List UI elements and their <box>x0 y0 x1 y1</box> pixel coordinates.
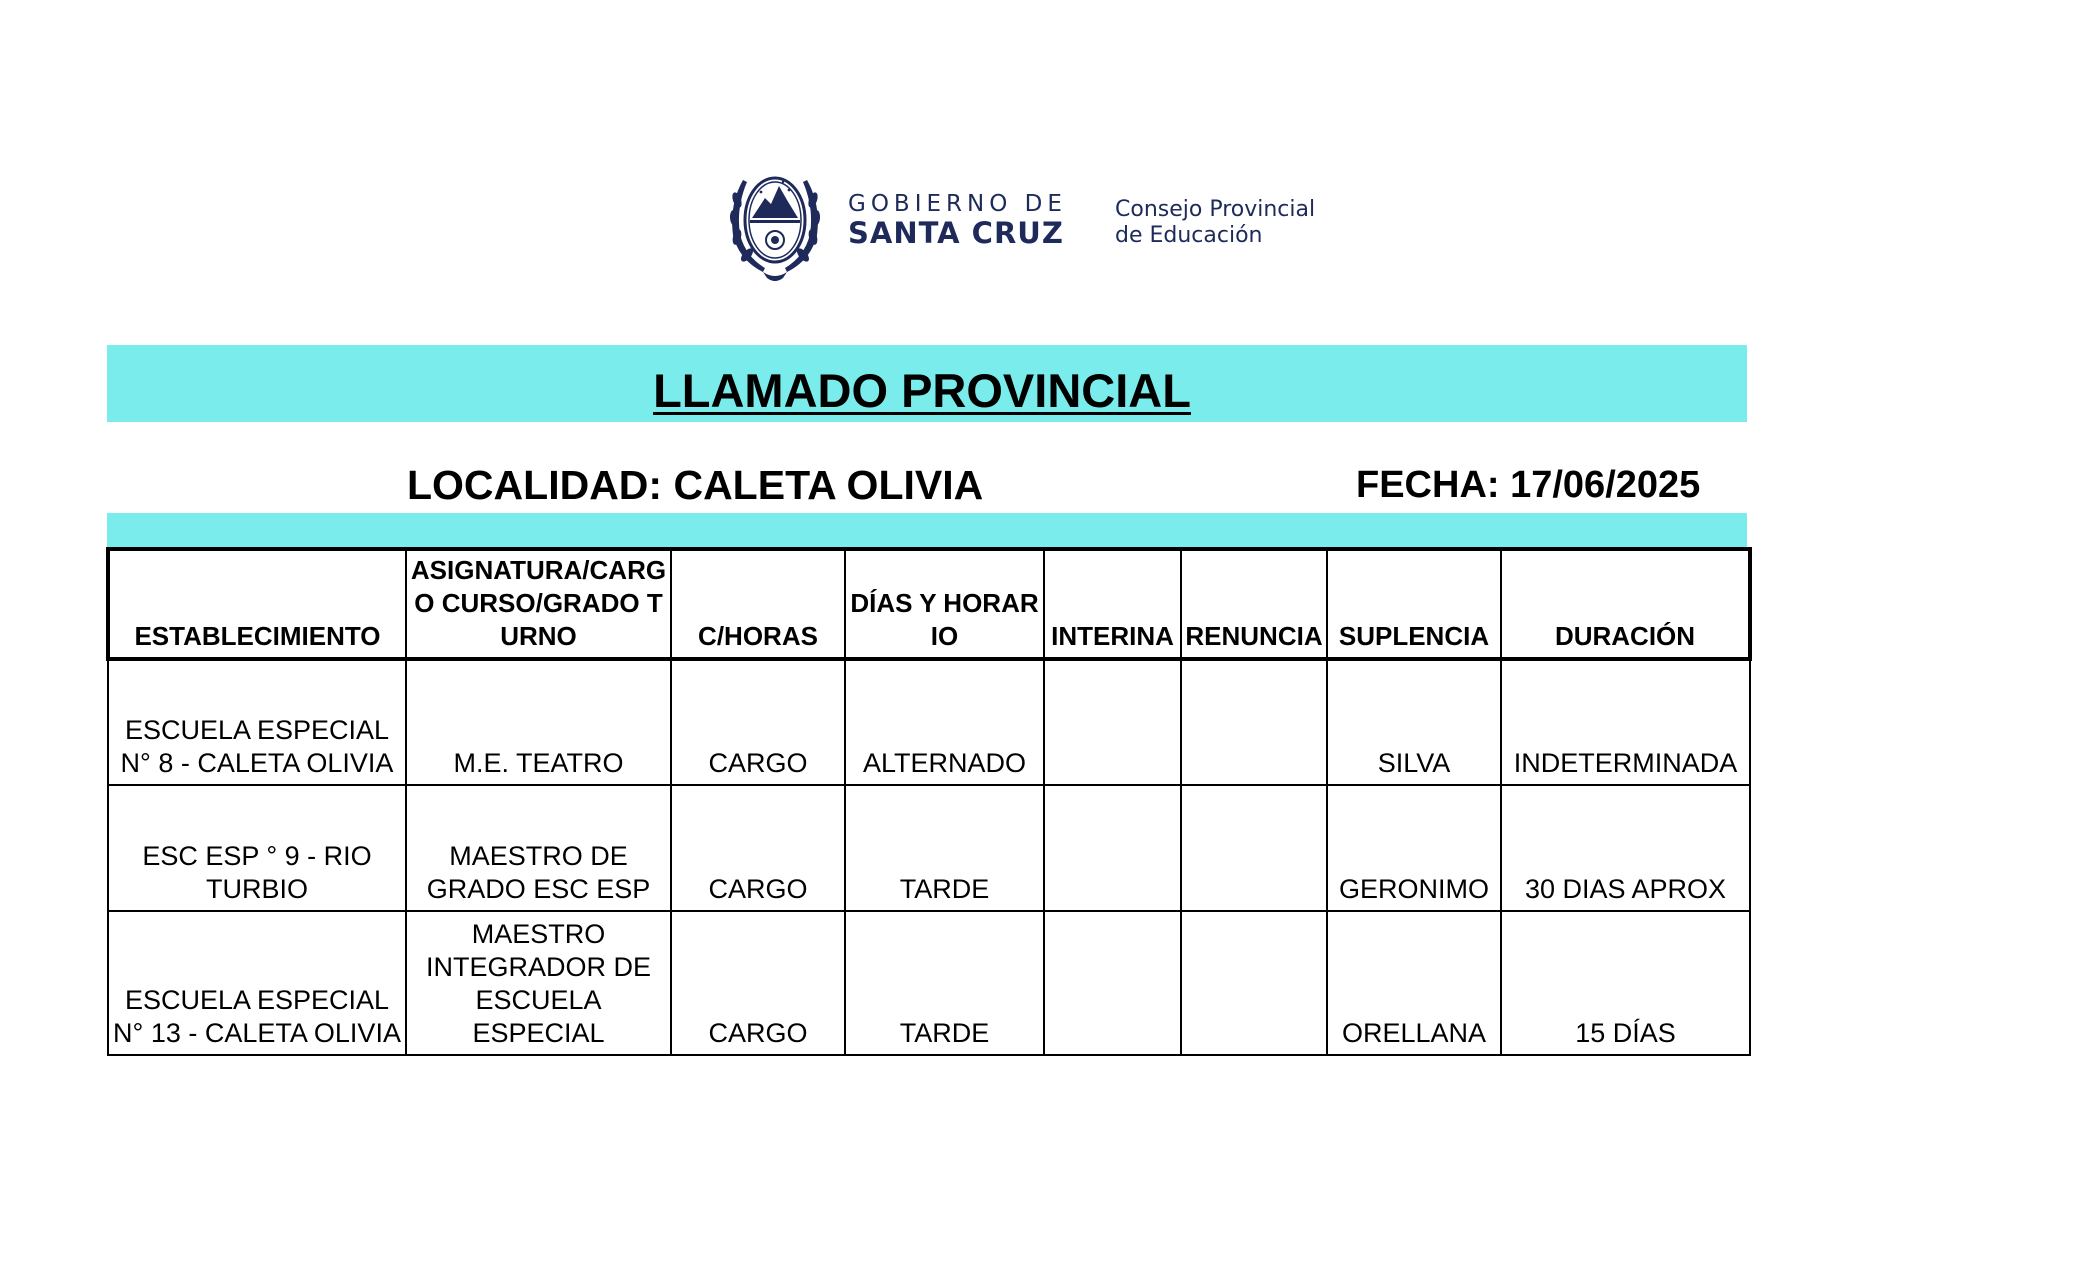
cell-horas: CARGO <box>671 911 845 1055</box>
council-line-1: Consejo Provincial <box>1115 197 1316 222</box>
header-suplencia: SUPLENCIA <box>1327 549 1501 659</box>
cell-establecimiento: ESCUELA ESPECIAL N° 13 - CALETA OLIVIA <box>108 911 406 1055</box>
positions-table <box>106 547 1752 1056</box>
cell-interina <box>1044 659 1181 785</box>
header-interina: INTERINA <box>1044 549 1181 659</box>
table-row <box>108 785 1750 911</box>
fecha-label: FECHA: 17/06/2025 <box>1356 464 1701 506</box>
table-row <box>108 659 1750 785</box>
cell-renuncia <box>1181 911 1327 1055</box>
government-label: GOBIERNO DE <box>848 191 1067 217</box>
header-asignatura: ASIGNATURA/CARGO CURSO/GRADO TURNO <box>406 549 671 659</box>
cell-establecimiento: ESC ESP ° 9 - RIO TURBIO <box>108 785 406 911</box>
cell-duracion: 30 DIAS APROX <box>1501 785 1750 911</box>
header-establecimiento: ESTABLECIMIENTO <box>108 549 406 659</box>
header-horario: DÍAS Y HORARIO <box>845 549 1044 659</box>
cell-suplencia: SILVA <box>1327 659 1501 785</box>
cell-renuncia <box>1181 659 1327 785</box>
coat-of-arms-icon <box>725 160 825 285</box>
cell-suplencia: ORELLANA <box>1327 911 1501 1055</box>
header-duracion: DURACIÓN <box>1501 549 1750 659</box>
council-line-2: de Educación <box>1115 223 1263 248</box>
table-row <box>108 911 1750 1055</box>
header-logo <box>725 155 1345 290</box>
cell-horas: CARGO <box>671 785 845 911</box>
council-name <box>1115 197 1315 249</box>
cell-asignatura: M.E. TEATRO <box>406 659 671 785</box>
cell-horas: CARGO <box>671 659 845 785</box>
cell-horario: TARDE <box>845 911 1044 1055</box>
cell-duracion: INDETERMINADA <box>1501 659 1750 785</box>
separator-band <box>107 513 1747 547</box>
page-title: LLAMADO PROVINCIAL <box>653 364 1191 417</box>
header-renuncia: RENUNCIA <box>1181 549 1327 659</box>
cell-suplencia: GERONIMO <box>1327 785 1501 911</box>
cell-interina <box>1044 785 1181 911</box>
cell-duracion: 15 DÍAS <box>1501 911 1750 1055</box>
province-name: SANTA CRUZ <box>848 216 1064 250</box>
localidad-label: LOCALIDAD: CALETA OLIVIA <box>407 462 984 508</box>
header-horas: C/HORAS <box>671 549 845 659</box>
government-name <box>848 191 1067 249</box>
cell-interina <box>1044 911 1181 1055</box>
table-header-row <box>108 549 1750 659</box>
cell-asignatura: MAESTRO DE GRADO ESC ESP <box>406 785 671 911</box>
cell-asignatura: MAESTRO INTEGRADOR DE ESCUELA ESPECIAL <box>406 911 671 1055</box>
cell-horario: ALTERNADO <box>845 659 1044 785</box>
cell-establecimiento: ESCUELA ESPECIAL N° 8 - CALETA OLIVIA <box>108 659 406 785</box>
cell-horario: TARDE <box>845 785 1044 911</box>
title-band <box>107 345 1747 422</box>
cell-renuncia <box>1181 785 1327 911</box>
